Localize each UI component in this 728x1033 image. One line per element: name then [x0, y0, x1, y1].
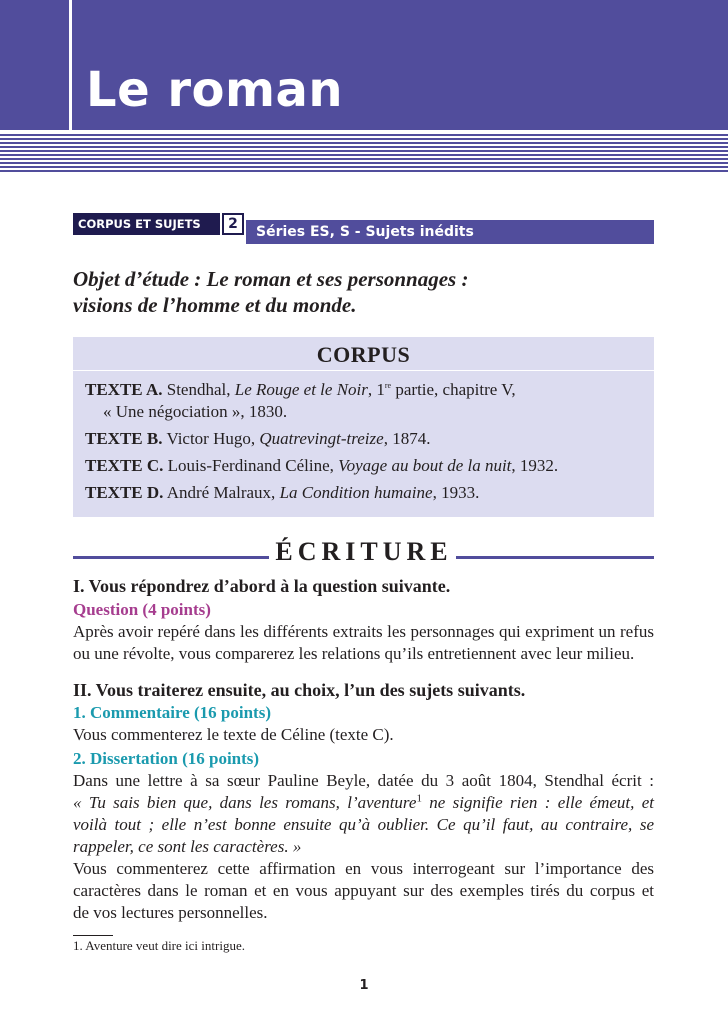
question-line: ou une révolte, vous comparerez les relations qu’ils entretiennent avec leur milieu. — [73, 644, 635, 663]
part-2-section — [73, 678, 654, 924]
corpus-number: 2 — [222, 213, 244, 235]
question-label: Question (4 points) — [73, 600, 211, 619]
corpus-tag: CORPUS ET SUJETS — [73, 213, 220, 235]
quote-line: voilà tout ; elle n’est bonne ensuite qu’à oublier. Ce qu’il faut, au contraire, se — [73, 815, 654, 834]
texte-detail: , 1932. — [511, 456, 559, 475]
quote-line — [73, 792, 654, 814]
texte-work: Quatrevingt-treize — [259, 429, 384, 448]
series-bar — [246, 220, 654, 244]
texte-detail: , 1874. — [383, 429, 431, 448]
footnote: 1. Aventure veut dire ici intrigue. — [73, 938, 245, 953]
texte-b — [85, 428, 430, 450]
corpus-rule — [73, 370, 654, 371]
texte-detail: , 1933. — [432, 483, 480, 502]
texte-label: TEXTE A. — [85, 380, 163, 399]
texte-detail-post: partie, chapitre V, — [391, 380, 516, 399]
page-title: Le roman — [86, 62, 344, 118]
texte-a — [85, 379, 516, 401]
dissertation-text — [73, 770, 654, 924]
commentaire-text: Vous commenterez le texte de Céline (texte C). — [73, 725, 394, 744]
ecriture-rule-left — [73, 556, 269, 559]
texte-label: TEXTE C. — [85, 456, 164, 475]
texte-author: Stendhal, — [166, 380, 231, 399]
texte-work: Voyage au bout de la nuit — [338, 456, 512, 475]
commentaire-label: 1. Commentaire (16 points) — [73, 703, 271, 722]
quote-part: « Tu sais bien que, dans les romans, l’aventure — [73, 793, 417, 812]
part-2-heading: II. Vous traiterez ensuite, au choix, l’un des sujets suivants. — [73, 680, 526, 700]
texte-detail: , 1 — [367, 380, 385, 399]
texte-d — [85, 482, 479, 504]
quote-line: rappeler, ce sont les caractères. » — [73, 837, 302, 856]
texte-label: TEXTE B. — [85, 429, 163, 448]
banner-divider — [69, 0, 72, 130]
title-banner — [0, 0, 728, 130]
ecriture-heading: ÉCRITURE — [275, 537, 453, 566]
objet-line-1: Objet d’étude : Le roman et ses personnages : — [73, 267, 469, 291]
footnote-rule — [73, 935, 113, 936]
banner-stripes — [0, 134, 728, 174]
corpus-box — [73, 337, 654, 517]
texte-author: Victor Hugo, — [166, 429, 256, 448]
texte-sup: re — [384, 381, 392, 390]
texte-author: André Malraux, — [166, 483, 276, 502]
ecriture-rule-right — [456, 556, 654, 559]
page-number: 1 — [359, 978, 369, 993]
objet-line-2: visions de l’homme et du monde. — [73, 293, 357, 317]
footnote-ref: 1 — [416, 792, 422, 805]
closing-line: de vos lectures personnelles. — [73, 903, 268, 922]
objet-etude — [73, 266, 633, 318]
dissertation-line: Dans une lettre à sa sœur Pauline Beyle, datée du 3 août 1804, Stendhal écrit : — [73, 771, 654, 790]
part-1-section — [73, 574, 654, 665]
quote-part: ne signifie rien : elle émeut, et — [421, 793, 654, 812]
part-1-heading: I. Vous répondrez d’abord à la question suivante. — [73, 576, 451, 596]
question-text — [73, 621, 654, 665]
closing-line: Vous commenterez cette affirmation en vous interrogeant sur l’importance des — [73, 859, 654, 878]
corpus-heading: CORPUS — [316, 342, 411, 367]
texte-a-line-2: « Une négociation », 1830. — [103, 402, 288, 421]
question-line: Après avoir repéré dans les différents extraits les personnages qui expriment un refus — [73, 622, 654, 641]
dissertation-label: 2. Dissertation (16 points) — [73, 749, 260, 768]
series-label: Séries ES, S - Sujets inédits — [256, 224, 474, 240]
closing-line: caractères dans le roman et en vous appuyant sur des exemples tirés du corpus et — [73, 881, 654, 900]
texte-c — [85, 455, 558, 477]
texte-label: TEXTE D. — [85, 483, 164, 502]
texte-work: La Condition humaine — [279, 483, 433, 502]
texte-work: Le Rouge et le Noir — [234, 380, 368, 399]
texte-author: Louis-Ferdinand Céline, — [167, 456, 334, 475]
